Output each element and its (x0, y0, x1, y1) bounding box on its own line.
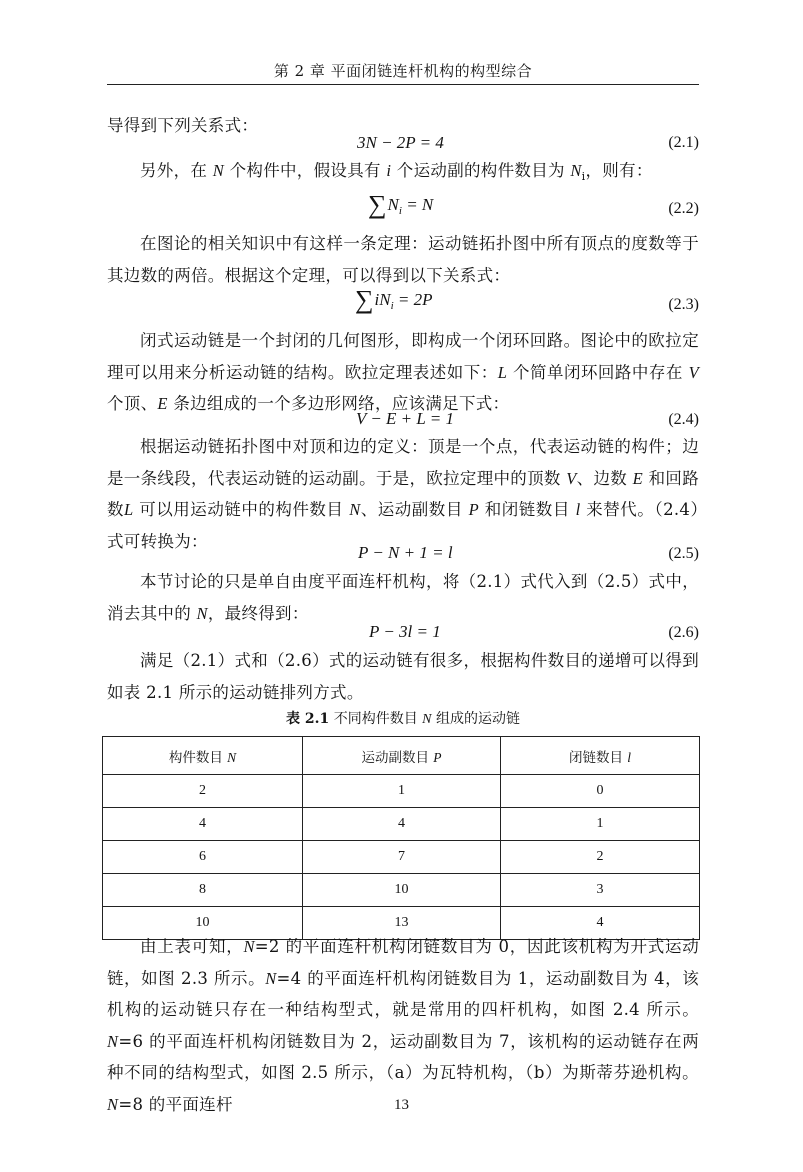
column-header-links: 构件数目 N (103, 737, 303, 775)
table-caption: 表 2.1 不同构件数目 N 组成的运动链 (286, 711, 520, 727)
equation-2-2: $\sum N_i = N$ (368, 190, 434, 219)
table-cell: 8 (103, 874, 303, 907)
table-cell: 1 (501, 808, 700, 841)
paragraph-3: 在图论的相关知识中有这样一条定理：运动链拓扑图中所有顶点的度数等于其边数的两倍。根据这个定理，可以得到以下关系式： (107, 234, 699, 285)
table-cell: 10 (303, 874, 501, 907)
equation-2-5: P − N + 1 = l (358, 543, 453, 562)
equation-2-4: V − E + L = 1 (356, 409, 455, 428)
table-cell: 0 (501, 775, 700, 808)
table-cell: 6 (103, 841, 303, 874)
table-cell: 2 (103, 775, 303, 808)
paragraph-1: 导得到下列关系式： (107, 116, 259, 135)
header-rule (107, 84, 699, 85)
table-row (103, 775, 700, 808)
table-cell: 4 (303, 808, 501, 841)
equation-number-2-1: (2.1) (668, 134, 699, 151)
table-cell: 3 (501, 874, 700, 907)
equation-number-2-4: (2.4) (668, 411, 699, 428)
table-cell: 4 (103, 808, 303, 841)
table-row (103, 841, 700, 874)
table-cell: 10 (103, 907, 303, 940)
paragraph-7: 满足（2.1）式和（2.6）式的运动链有很多，根据构件数目的递增可以得到如表 2.1 所示的运动链排列方式。 (107, 651, 699, 702)
table-cell: 4 (501, 907, 700, 940)
paragraph-5: 根据运动链拓扑图中对顶和边的定义：顶是一个点，代表运动链的构件；边是一条线段，代表运动链的运动副。于是，欧拉定理中的顶数 V、边数 E 和回路数L 可以用运动链中的构件数目 N、运动副数目 P 和闭链数目 l 来替代。（2.4）式可转换为： (107, 437, 700, 551)
table-row (103, 874, 700, 907)
table-cell: 7 (303, 841, 501, 874)
table-row (103, 808, 700, 841)
equation-number-2-5: (2.5) (668, 545, 699, 562)
paragraph-8: 由上表可知，N=2 的平面连杆机构闭链数目为 0，因此该机构为开式运动链，如图 2.3 所示。N=4 的平面连杆机构闭链数目为 1，运动副数目为 4，该机构的运动链只存在一种结构型式，就是常用的四杆机构，如图 2.4 所示。N=6 的平面连杆机构闭链数目为 2，运动副数目为 7，该机构的运动链存在两种不同的结构型式，如图 2.5 所示，（a）为瓦特机构，（b）为斯蒂芬逊机构。N=8 的平面连杆 (107, 937, 699, 1114)
equation-2-1: 3N − 2P = 4 (357, 133, 444, 152)
table-cell: 13 (303, 907, 501, 940)
table-cell: 1 (303, 775, 501, 808)
paragraph-4: 闭式运动链是一个封闭的几何图形，即构成一个闭环回路。图论中的欧拉定理可以用来分析运动链的结构。欧拉定理表述如下：L 个简单闭环回路中存在 V 个顶、E 条边组成的一个多边形网络，应该满足下式： (107, 331, 700, 413)
column-header-loops: 闭链数目 l (501, 737, 700, 775)
running-head: 第 2 章 平面闭链连杆机构的构型综合 (273, 62, 533, 80)
chain-table (102, 736, 700, 940)
equation-2-6: P − 3l = 1 (369, 622, 441, 641)
table-header-row (103, 737, 700, 775)
column-header-pairs: 运动副数目 P (303, 737, 501, 775)
equation-number-2-3: (2.3) (668, 296, 699, 313)
equation-number-2-2: (2.2) (668, 200, 699, 217)
table-cell: 2 (501, 841, 700, 874)
equation-number-2-6: (2.6) (668, 624, 699, 641)
paragraph-2: 另外，在 N 个构件中，假设具有 i 个运动副的构件数目为 $N_i$，则有： (140, 161, 653, 183)
page-number: 13 (394, 1097, 409, 1113)
paragraph-6: 本节讨论的只是单自由度平面连杆机构，将（2.1）式代入到（2.5）式中，消去其中的 N，最终得到： (107, 572, 699, 623)
equation-2-3: $\sum iN_i = 2P$ (355, 285, 433, 314)
